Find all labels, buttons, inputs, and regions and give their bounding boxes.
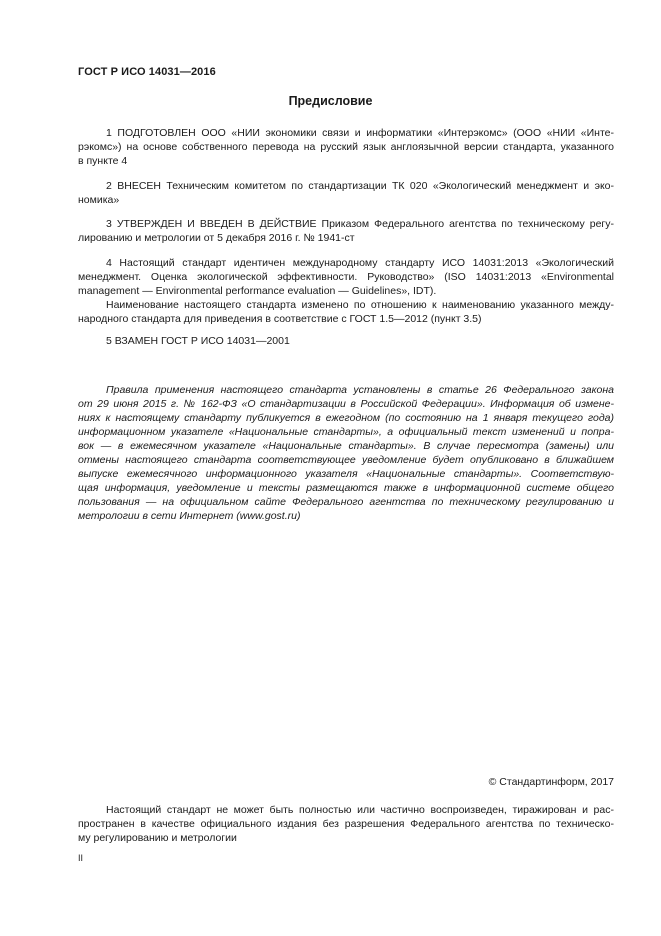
text-line: народного стандарта для приведения в соответствие с ГОСТ 1.5—2012 (пункт 3.5) [78,313,482,325]
text-line: Настоящий стандарт не может быть полностью или частично воспроизведен, тиражирован и рас- [106,804,614,816]
foreword-item-3 [78,217,614,245]
foreword-item-5 [78,334,614,348]
text-line: рэкомс») на основе собственного перевода на русский язык англоязычной версии стандарта, указанного [78,141,614,153]
text-line: 5 ВЗАМЕН ГОСТ Р ИСО 14031—2001 [106,335,290,347]
text-line: выпуске ежемесячного информационного указателя «Национальные стандарты». Соответствую- [78,468,614,480]
text-line: лированию и метрологии от 5 декабря 2016 г. № 1941-ст [78,232,355,244]
document-code-header: ГОСТ Р ИСО 14031—2016 [78,66,216,78]
text-line: пространен в качестве официального издания без разрешения Федерального агентства по техническо- [78,818,614,830]
foreword-item-2 [78,179,614,207]
page-title: Предисловие [288,94,373,108]
foreword-item-4 [78,256,614,326]
text-line: номика» [78,194,120,206]
text-line: в пункте 4 [78,155,128,167]
text-line: Наименование настоящего стандарта изменено по отношению к наименованию указанного между- [106,299,614,311]
text-line: информационном указателе «Национальные стандарты», а официальный текст изменений и попра- [78,426,614,438]
rules-notice [78,383,614,523]
text-line: 3 УТВЕРЖДЕН И ВВЕДЕН В ДЕЙСТВИЕ Приказом Федерального агентства по техническому регу- [106,218,614,230]
text-line: 4 Настоящий стандарт идентичен международному стандарту ИСО 14031:2013 «Экологический [106,257,614,269]
copyright-notice: © Стандартинформ, 2017 [488,776,614,788]
reproduction-notice [78,803,614,845]
text-line: от 29 июня 2015 г. № 162-ФЗ «О стандартизации в Российской Федерации». Информация об измене- [78,398,614,410]
text-line: щая информация, уведомление и тексты размещаются также в информационной системе общего [78,482,614,494]
text-line: management — Environmental performance evaluation — Guidelines», IDT). [78,285,437,297]
page-number: II [78,853,84,863]
text-line: вок — в ежемесячном указателе «Национальные стандарты». В случае пересмотра (замены) или [78,440,614,452]
text-line: 1 ПОДГОТОВЛЕН ООО «НИИ экономики связи и информатики «Интерэкомс» (ООО «НИИ «Инте- [106,127,614,139]
text-line: Правила применения настоящего стандарта установлены в статье 26 Федерального закона [106,384,614,396]
text-line: 2 ВНЕСЕН Техническим комитетом по стандартизации ТК 020 «Экологический менеджмент и эко- [106,180,614,192]
text-line: отмены настоящего стандарта соответствующее уведомление будет опубликовано в ближайшем [78,454,614,466]
text-line: менеджмент. Оценка экологической эффективности. Руководство» (ISO 14031:2013 «Environmental [78,271,614,283]
text-line: ниях к настоящему стандарту публикуется в ежегодном (по состоянию на 1 января текущего года) [78,412,614,424]
foreword-item-1 [78,126,614,168]
text-line: метрологии в сети Интернет (www.gost.ru) [78,510,301,522]
text-line: пользования — на официальном сайте Федерального агентства по техническому регулированию и [78,496,614,508]
text-line: му регулированию и метрологии [78,832,237,844]
